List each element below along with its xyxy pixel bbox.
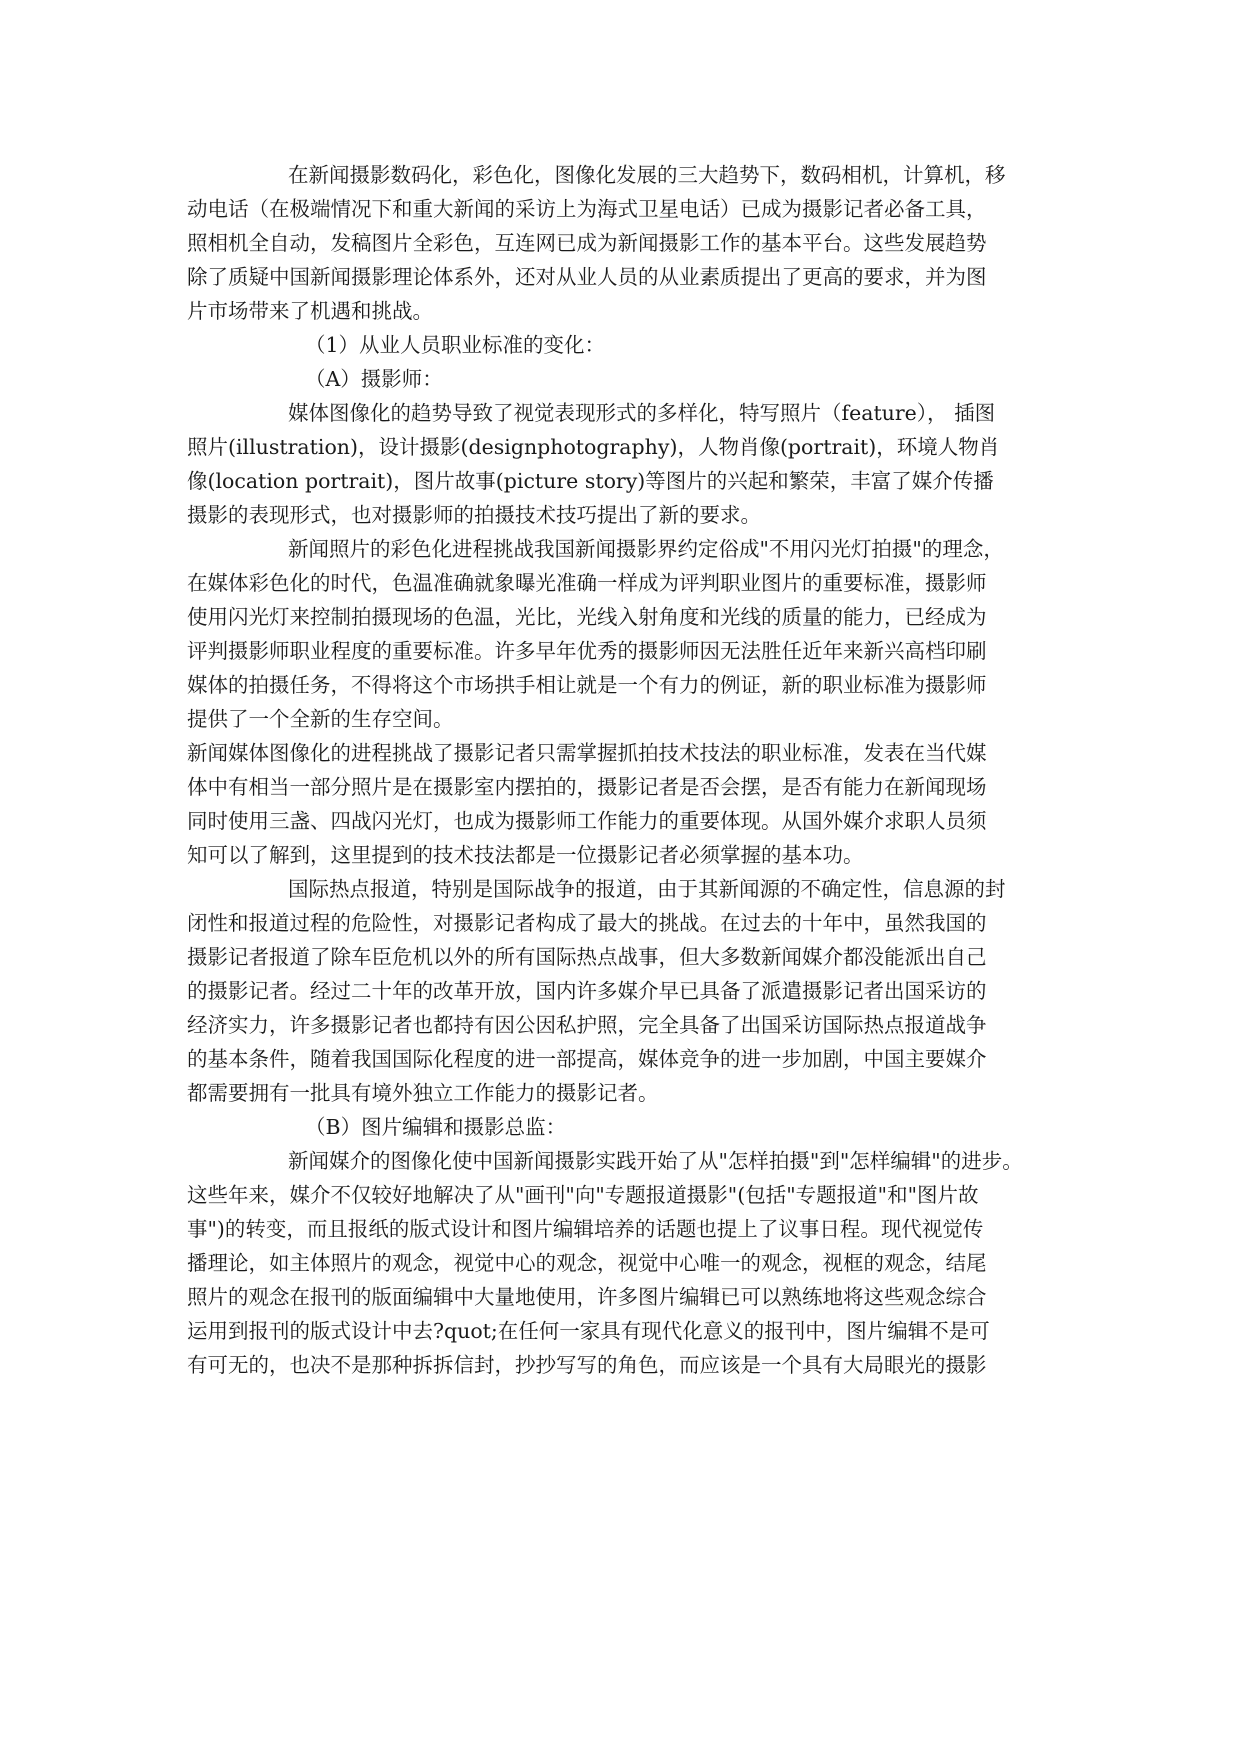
text-line: 新闻媒体图像化的进程挑战了摄影记者只需掌握抓拍技术技法的职业标准，发表在当代媒 <box>187 741 987 765</box>
document-body <box>187 158 1057 1382</box>
text-line: 媒体的拍摄任务，不得将这个市场拱手相让就是一个有力的例证，新的职业标准为摄影师 <box>187 673 987 697</box>
document-page <box>187 158 1057 1382</box>
text-line: 照相机全自动，发稿图片全彩色，互连网已成为新闻摄影工作的基本平台。这些发展趋势 <box>187 231 987 255</box>
text-line: （B）图片编辑和摄影总监： <box>305 1115 567 1139</box>
text-line: 知可以了解到，这里提到的技术技法都是一位摄影记者必须掌握的基本功。 <box>187 843 864 867</box>
text-line: 新闻照片的彩色化进程挑战我国新闻摄影界约定俗成"不用闪光灯拍摄"的理念， <box>288 537 1004 561</box>
text-line: 同时使用三盏、四战闪光灯，也成为摄影师工作能力的重要体现。从国外媒介求职人员须 <box>187 809 987 833</box>
text-line: 闭性和报道过程的危险性，对摄影记者构成了最大的挑战。在过去的十年中，虽然我国的 <box>187 911 987 935</box>
text-line: 片市场带来了机遇和挑战。 <box>187 299 433 323</box>
text-line: 播理论，如主体照片的观念，视觉中心的观念，视觉中心唯一的观念，视框的观念，结尾 <box>187 1251 987 1275</box>
text-line: 的摄影记者。经过二十年的改革开放，国内许多媒介早已具备了派遣摄影记者出国采访的 <box>187 979 987 1003</box>
text-line: 动电话（在极端情况下和重大新闻的采访上为海式卫星电话）已成为摄影记者必备工具， <box>187 197 987 221</box>
text-line: 提供了一个全新的生存空间。 <box>187 707 454 731</box>
text-line: 使用闪光灯来控制拍摄现场的色温，光比，光线入射角度和光线的质量的能力，已经成为 <box>187 605 987 629</box>
text-line: 事")的转变，而且报纸的版式设计和图片编辑培养的话题也提上了议事日程。现代视觉传 <box>187 1217 984 1241</box>
text-line: （A）摄影师： <box>305 367 443 391</box>
text-line: 媒体图像化的趋势导致了视觉表现形式的多样化，特写照片（feature）， 插图 <box>288 401 996 425</box>
text-line: 摄影的表现形式，也对摄影师的拍摄技术技巧提出了新的要求。 <box>187 503 761 527</box>
text-line: 照片的观念在报刊的版面编辑中大量地使用，许多图片编辑已可以熟练地将这些观念综合 <box>187 1285 987 1309</box>
text-line: 照片(illustration)，设计摄影(designphotography)，人物肖像(portrait)，环境人物肖 <box>187 435 1000 459</box>
text-line: 有可无的，也决不是那种拆拆信封，抄抄写写的角色，而应该是一个具有大局眼光的摄影 <box>187 1353 987 1377</box>
text-line: 新闻媒介的图像化使中国新闻摄影实践开始了从"怎样拍摄"到"怎样编辑"的进步。 <box>288 1149 1023 1173</box>
text-line: 的基本条件，随着我国国际化程度的进一部提高，媒体竞争的进一步加剧，中国主要媒介 <box>187 1047 987 1071</box>
text-line: （1）从业人员职业标准的变化： <box>305 333 606 357</box>
text-line: 这些年来，媒介不仅较好地解决了从"画刊"向"专题报道摄影"(包括"专题报道"和"图片故 <box>187 1183 979 1207</box>
text-line: 在媒体彩色化的时代，色温准确就象曝光准确一样成为评判职业图片的重要标准，摄影师 <box>187 571 987 595</box>
text-line: 经济实力，许多摄影记者也都持有因公因私护照，完全具备了出国采访国际热点报道战争 <box>187 1013 987 1037</box>
text-line: 运用到报刊的版式设计中去?quot;在任何一家具有现代化意义的报刊中，图片编辑不是可 <box>187 1319 990 1343</box>
text-line: 都需要拥有一批具有境外独立工作能力的摄影记者。 <box>187 1081 659 1105</box>
text-line: 除了质疑中国新闻摄影理论体系外，还对从业人员的从业素质提出了更高的要求，并为图 <box>187 265 987 289</box>
text-line: 评判摄影师职业程度的重要标准。许多早年优秀的摄影师因无法胜任近年来新兴高档印刷 <box>187 639 987 663</box>
text-line: 在新闻摄影数码化，彩色化，图像化发展的三大趋势下，数码相机，计算机，移 <box>288 163 1006 187</box>
text-line: 摄影记者报道了除车臣危机以外的所有国际热点战事，但大多数新闻媒介都没能派出自己 <box>187 945 987 969</box>
text-line: 体中有相当一部分照片是在摄影室内摆拍的，摄影记者是否会摆，是否有能力在新闻现场 <box>187 775 987 799</box>
text-line: 像(location portrait)，图片故事(picture story)等图片的兴起和繁荣，丰富了媒介传播 <box>187 469 994 493</box>
text-line: 国际热点报道，特别是国际战争的报道，由于其新闻源的不确定性，信息源的封 <box>288 877 1006 901</box>
